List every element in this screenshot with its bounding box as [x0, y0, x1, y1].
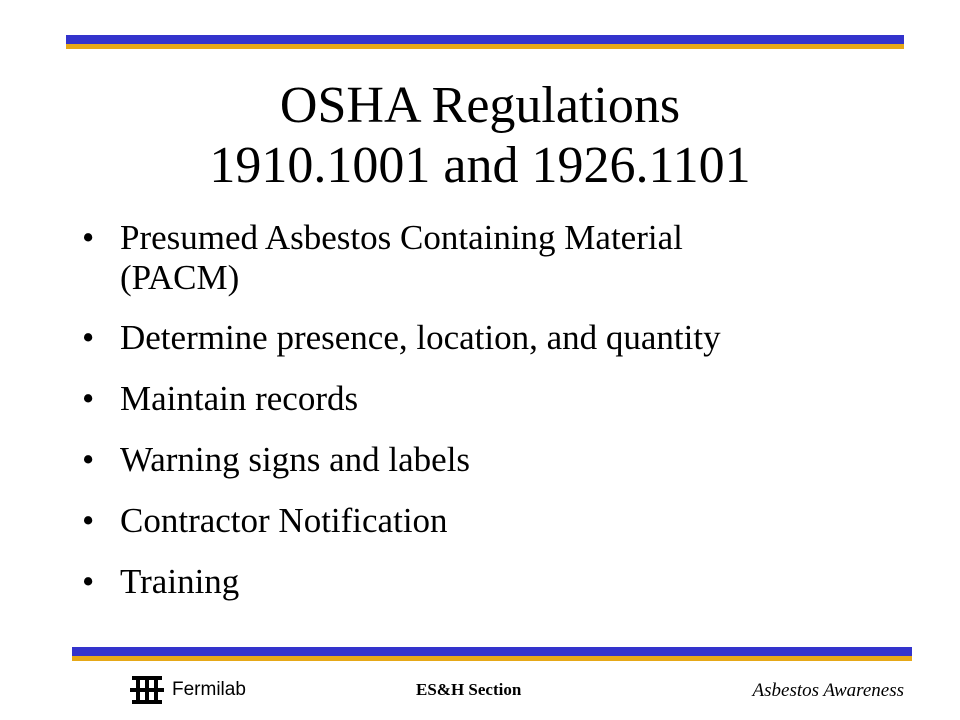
- bullet-dot: •: [82, 562, 95, 601]
- top-divider-blue: [66, 35, 904, 44]
- slide-title: [0, 76, 960, 196]
- bullet-dot: •: [82, 218, 95, 257]
- bullet-item: [82, 562, 902, 602]
- bullet-item: [82, 440, 902, 480]
- bullet-text: Determine presence, location, and quantity: [120, 318, 721, 357]
- bullet-text-continued: (PACM): [120, 258, 240, 297]
- bullet-text: Contractor Notification: [120, 501, 448, 540]
- bullet-dot: •: [82, 440, 95, 479]
- fermilab-logo: [130, 674, 246, 706]
- bullet-dot: •: [82, 318, 95, 357]
- bullet-item: [82, 379, 902, 419]
- course-label: Asbestos Awareness: [752, 680, 904, 701]
- footer: [0, 672, 960, 712]
- bullet-item: [82, 318, 902, 358]
- bottom-divider-blue: [72, 647, 912, 656]
- fermilab-logo-icon: [130, 674, 164, 706]
- fermilab-logo-text: Fermilab: [172, 679, 246, 700]
- bullet-list: [82, 218, 902, 623]
- title-line-2: 1910.1001 and 1926.1101: [209, 137, 751, 194]
- title-line-1: OSHA Regulations: [279, 77, 681, 134]
- bottom-divider-gold: [72, 656, 912, 661]
- bullet-dot: •: [82, 379, 95, 418]
- section-label: ES&H Section: [416, 680, 522, 699]
- bullet-item: [82, 501, 902, 541]
- bullet-item: [82, 218, 902, 298]
- bottom-divider: [72, 647, 912, 661]
- top-divider: [66, 35, 904, 49]
- bullet-dot: •: [82, 501, 95, 540]
- bullet-text: Maintain records: [120, 379, 359, 418]
- bullet-text: Presumed Asbestos Containing Material: [120, 218, 683, 257]
- bullet-text: Training: [120, 562, 240, 601]
- top-divider-gold: [66, 44, 904, 49]
- bullet-text: Warning signs and labels: [120, 440, 471, 479]
